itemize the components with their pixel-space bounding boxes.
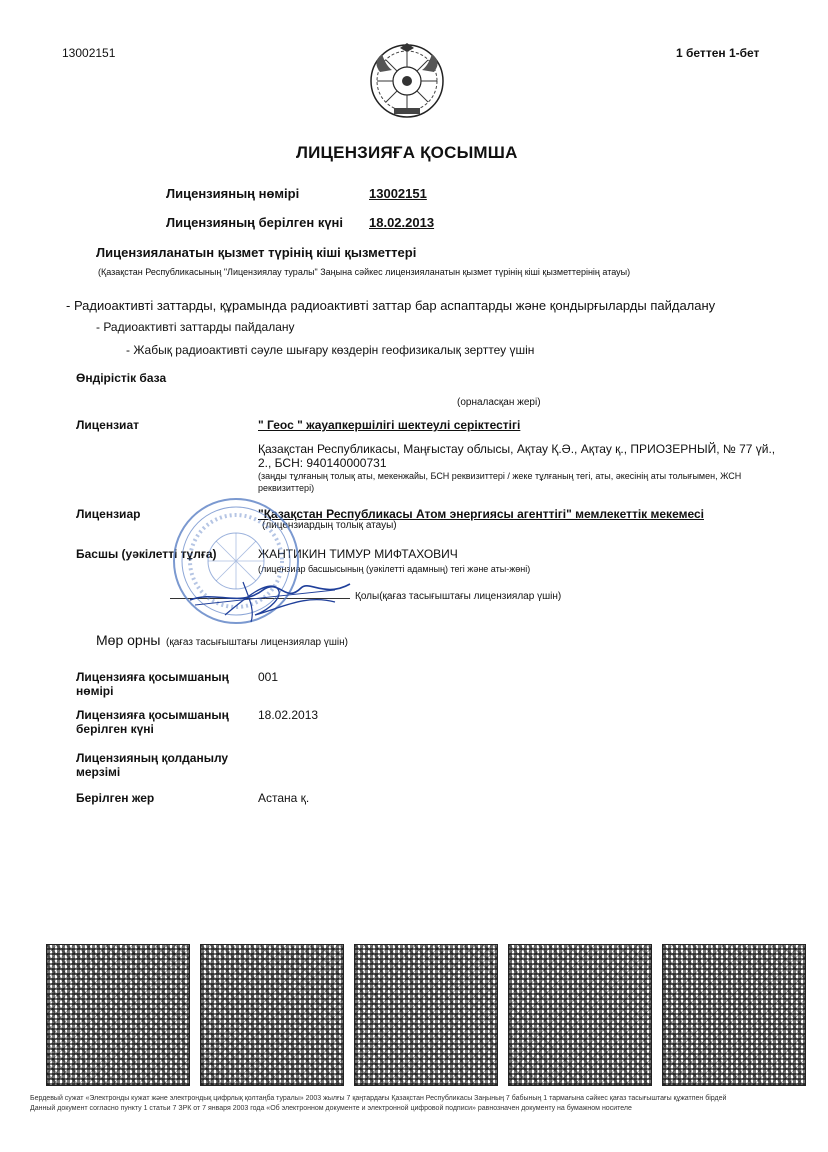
qr-code-icon xyxy=(46,944,190,1086)
state-emblem-icon xyxy=(368,42,446,120)
qr-code-icon xyxy=(662,944,806,1086)
head-name: ЖАНТИКИН ТИМУР МИФТАХОВИЧ xyxy=(258,547,458,561)
production-base-label: Өндірістік база xyxy=(76,371,167,385)
issue-place-label: Берілген жер xyxy=(76,791,155,805)
subactivities-note: (Қазақстан Республикасының "Лицензиялау туралы" Заңына сәйкес лицензияланатын қызмет түрінің кіші қызметтерінің атауы) xyxy=(98,267,631,277)
head-label: Басшы (уәкілетті тұлға) xyxy=(76,547,217,561)
qr-code-icon xyxy=(508,944,652,1086)
head-name-note: (лицензиар басшысының (уәкілетті адамның) тегі және аты-жөні) xyxy=(258,564,531,574)
signature-note: Қолы(қағаз тасығыштағы лицензиялар үшін) xyxy=(355,591,562,602)
subactivity-item-1: - Радиоактивті заттарды, құрамында радиоактивті заттар бар аспаптарды және қондырғыларды пайдалану xyxy=(66,298,716,313)
doc-number: 13002151 xyxy=(62,46,116,60)
licensee-address-note: (заңды тұлғаның толық аты, мекенжайы, БСН реквизиттері / жеке тұлғаның тегі, аты, әкесінің аты толығымен, ЖСН реквизиттері) xyxy=(258,471,742,493)
license-issue-date-value: 18.02.2013 xyxy=(369,215,435,230)
subactivity-item-2: - Радиоактивті заттарды пайдалану xyxy=(96,320,295,334)
page-label: 1 беттен 1-бет xyxy=(676,46,760,60)
license-validity-label: Лицензияның қолданылу мерзімі xyxy=(76,751,229,779)
annex-number-value: 001 xyxy=(258,670,279,684)
qr-code-icon xyxy=(200,944,344,1086)
licensor-name-note: (лицензиардың толық атауы) xyxy=(262,520,397,531)
licensee-label: Лицензиат xyxy=(76,418,139,432)
licensee-name: " Геос " жауапкершілігі шектеулі серіктестігі xyxy=(258,418,521,432)
annex-number-label: Лицензияға қосымшаның нөмірі xyxy=(76,670,229,698)
licensee-address: Қазақстан Республикасы, Маңғыстау облысы, Ақтау Қ.Ә., Ақтау қ., ПРИОЗЕРНЫЙ, № 77 үй., 2., БСН: 940140000731 xyxy=(258,442,776,470)
license-number-label: Лицензияның нөмірі xyxy=(166,186,300,201)
subactivity-item-3: - Жабық радиоактивті сәуле шығару көздерін геофизикалық зерттеу үшін xyxy=(126,343,535,357)
issue-place-value: Астана қ. xyxy=(258,791,310,805)
production-base-location-note: (орналасқан жері) xyxy=(457,397,541,408)
license-number-value: 13002151 xyxy=(369,186,427,201)
handwritten-signature-icon xyxy=(185,560,360,635)
licensor-label: Лицензиар xyxy=(76,507,141,521)
stamp-place-label: Мөр орны xyxy=(96,632,161,648)
footer-legal-text-ru: Данный документ согласно пункту 1 статьи 7 ЗРК от 7 января 2003 года «Об электронном документе и электронной цифровой подписи» равнозначен документу на бумажном носителе xyxy=(30,1105,632,1112)
qr-code-icon xyxy=(354,944,498,1086)
annex-date-value: 18.02.2013 xyxy=(258,708,319,722)
annex-date-label: Лицензияға қосымшаның берілген күні xyxy=(76,708,229,736)
footer-legal-text-kk: Бердевый сужат «Электронды кужат және электрондық цифрлық қолтаңба туралы» 2003 жылғы 7 қаңтардағы Қазақстан Республикасы Заңының 7 бабының 1 тармағына сәйкес қағаз тасығыштағы құжатпен бірдей xyxy=(30,1095,727,1102)
stamp-place-note: (қағаз тасығыштағы лицензиялар үшін) xyxy=(166,637,348,648)
subactivities-heading: Лицензияланатын қызмет түрінің кіші қызметтері xyxy=(96,245,417,260)
page-title: ЛИЦЕНЗИЯҒА ҚОСЫМША xyxy=(296,143,518,162)
license-issue-date-label: Лицензияның берілген күні xyxy=(166,215,344,230)
licensor-name: "Қазақстан Республикасы Атом энергиясы агенттігі" мемлекеттік мекемесі xyxy=(258,507,704,521)
